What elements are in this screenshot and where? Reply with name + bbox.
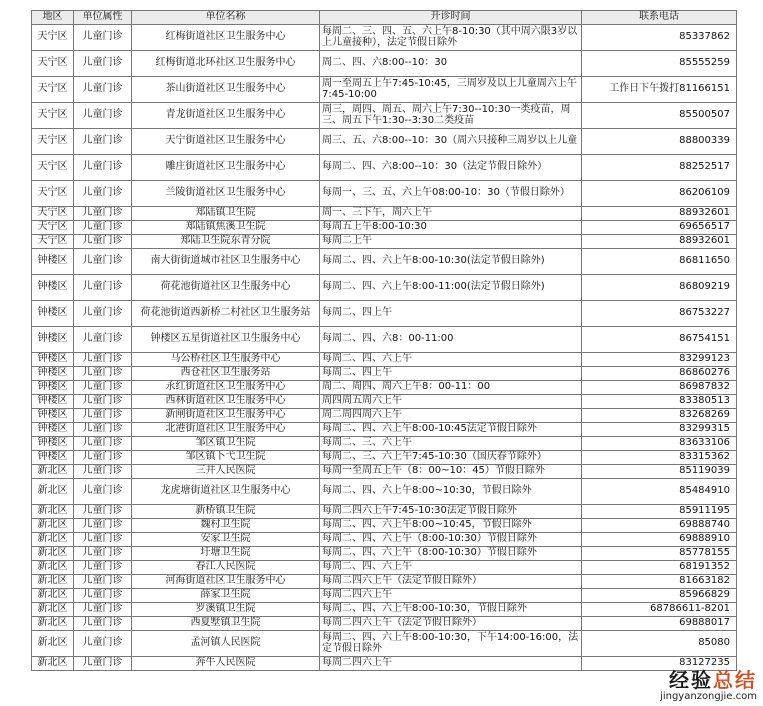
cell-district: 钟楼区	[32, 275, 74, 301]
cell-district: 天宁区	[32, 51, 74, 77]
cell-unit-type: 儿童门诊	[74, 437, 132, 451]
cell-unit-type: 儿童门诊	[74, 381, 132, 395]
watermark-title-part1: 经验	[669, 668, 713, 692]
cell-unit-name: 荷花池街道西新桥二村社区卫生服务站	[132, 301, 320, 327]
cell-unit-name: 郑陆卫生院东青分院	[132, 235, 320, 249]
cell-district: 天宁区	[32, 155, 74, 181]
table-row	[32, 207, 737, 221]
table-row	[32, 25, 737, 51]
table-row	[32, 631, 737, 657]
cell-opening-hours: 周三，周四、周五、周六上午7:30--10:30一类疫苗，周三、周五下午1:30--3:30二类疫苗	[320, 103, 582, 129]
header-unit-name: 单位名称	[132, 11, 320, 25]
cell-district: 天宁区	[32, 221, 74, 235]
cell-district: 新北区	[32, 657, 74, 671]
cell-opening-hours: 周三、五、六8:00--10：30（周六只接种三周岁以上儿童	[320, 129, 582, 155]
cell-opening-hours: 每周二、四、六上午8:00~10:30，节假日除外	[320, 479, 582, 505]
table-row	[32, 381, 737, 395]
cell-opening-hours: 每周二、四、六8：00-11:00	[320, 327, 582, 353]
cell-phone: 86753227	[582, 301, 737, 327]
cell-district: 新北区	[32, 505, 74, 519]
cell-unit-type: 儿童门诊	[74, 51, 132, 77]
table-row	[32, 51, 737, 77]
table-body	[32, 25, 737, 671]
cell-unit-type: 儿童门诊	[74, 367, 132, 381]
cell-unit-name: 南大街街道城市社区卫生服务中心	[132, 249, 320, 275]
table-row	[32, 479, 737, 505]
cell-district: 新北区	[32, 547, 74, 561]
cell-unit-type: 儿童门诊	[74, 327, 132, 353]
cell-phone: 68191352	[582, 561, 737, 575]
cell-opening-hours: 每周二、三、六上午	[320, 437, 582, 451]
table-row	[32, 603, 737, 617]
schedule-table-wrapper	[31, 10, 737, 671]
cell-phone: 86987832	[582, 381, 737, 395]
cell-phone: 86811650	[582, 249, 737, 275]
cell-unit-type: 儿童门诊	[74, 155, 132, 181]
table-row	[32, 301, 737, 327]
cell-unit-type: 儿童门诊	[74, 631, 132, 657]
cell-unit-type: 儿童门诊	[74, 181, 132, 207]
cell-unit-type: 儿童门诊	[74, 207, 132, 221]
cell-unit-name: 龙虎塘街道社区卫生服务中心	[132, 479, 320, 505]
table-row	[32, 465, 737, 479]
cell-opening-hours: 每周二、四上午	[320, 367, 582, 381]
table-row	[32, 437, 737, 451]
cell-unit-type: 儿童门诊	[74, 465, 132, 479]
cell-opening-hours: 每周二、四、六上午	[320, 561, 582, 575]
cell-unit-name: 兰陵街道社区卫生服务中心	[132, 181, 320, 207]
table-row	[32, 77, 737, 103]
cell-district: 钟楼区	[32, 451, 74, 465]
cell-opening-hours: 每周二四六上午（法定节假日除外）	[320, 617, 582, 631]
table-row	[32, 327, 737, 353]
table-row	[32, 155, 737, 181]
cell-phone: 85555259	[582, 51, 737, 77]
cell-opening-hours: 每周二四六上午7:45-10:30法定节假日除外	[320, 505, 582, 519]
cell-phone: 83315362	[582, 451, 737, 465]
cell-unit-type: 儿童门诊	[74, 505, 132, 519]
cell-unit-name: 荷花池街道社区卫生服务中心	[132, 275, 320, 301]
cell-district: 天宁区	[32, 77, 74, 103]
watermark-title	[660, 670, 757, 690]
cell-opening-hours: 每周二、四、六上午8:00~10:45，节假日除外	[320, 519, 582, 533]
cell-phone: 88800339	[582, 129, 737, 155]
cell-opening-hours: 每周一、三、五、六上午08:00-10：30（节假日除外）	[320, 181, 582, 207]
cell-district: 钟楼区	[32, 301, 74, 327]
cell-opening-hours: 每周二、四、六上午（8:00-10:30）节假日除外	[320, 533, 582, 547]
cell-phone: 88932601	[582, 207, 737, 221]
cell-district: 钟楼区	[32, 437, 74, 451]
cell-unit-type: 儿童门诊	[74, 561, 132, 575]
table-row	[32, 409, 737, 423]
cell-unit-name: 新闸街道社区卫生服务中心	[132, 409, 320, 423]
cell-district: 新北区	[32, 465, 74, 479]
cell-opening-hours: 每周二、四、六8:00--10：30（法定节假日除外）	[320, 155, 582, 181]
cell-unit-name: 圩塘卫生院	[132, 547, 320, 561]
cell-unit-type: 儿童门诊	[74, 657, 132, 671]
header-district: 地区	[32, 11, 74, 25]
cell-opening-hours: 每周五上午8:00-10:30	[320, 221, 582, 235]
cell-opening-hours: 每周二、四、六上午（8:00-10:30）节假日除外	[320, 547, 582, 561]
cell-phone: 81663182	[582, 575, 737, 589]
cell-district: 新北区	[32, 533, 74, 547]
cell-district: 天宁区	[32, 129, 74, 155]
cell-unit-type: 儿童门诊	[74, 301, 132, 327]
cell-phone: 83299315	[582, 423, 737, 437]
cell-phone: 85778155	[582, 547, 737, 561]
cell-unit-type: 儿童门诊	[74, 249, 132, 275]
cell-opening-hours: 每周二、四、六上午8:00-10:30(法定节假日除外)	[320, 249, 582, 275]
cell-unit-name: 河海街道社区卫生服务中心	[132, 575, 320, 589]
cell-phone: 88932601	[582, 235, 737, 249]
cell-opening-hours: 每周二上午	[320, 235, 582, 249]
cell-phone: 85911195	[582, 505, 737, 519]
table-row	[32, 423, 737, 437]
cell-district: 钟楼区	[32, 423, 74, 437]
cell-unit-name: 西夏墅镇卫生院	[132, 617, 320, 631]
cell-unit-name: 魏村卫生院	[132, 519, 320, 533]
cell-opening-hours: 每周二、四、六上午8:00-10:45法定节假日除外	[320, 423, 582, 437]
cell-opening-hours: 周二、周四、周六上午8：00-11：00	[320, 381, 582, 395]
cell-opening-hours: 周一至周五上午7:45-10:45，三周岁及以上儿童周六上午7:45-10:00	[320, 77, 582, 103]
cell-phone: 85500507	[582, 103, 737, 129]
cell-unit-type: 儿童门诊	[74, 353, 132, 367]
cell-district: 新北区	[32, 589, 74, 603]
cell-phone: 工作日下午拨打81166151	[582, 77, 737, 103]
cell-unit-type: 儿童门诊	[74, 479, 132, 505]
cell-opening-hours: 每周二、四、六上午8:00-10:30，节假日除外	[320, 603, 582, 617]
cell-unit-type: 儿童门诊	[74, 617, 132, 631]
cell-phone: 69888910	[582, 533, 737, 547]
cell-phone: 86754151	[582, 327, 737, 353]
cell-opening-hours: 每周二、四上午	[320, 301, 582, 327]
table-row	[32, 657, 737, 671]
cell-district: 天宁区	[32, 235, 74, 249]
cell-phone: 85484910	[582, 479, 737, 505]
cell-phone: 85966829	[582, 589, 737, 603]
cell-phone: 85119039	[582, 465, 737, 479]
table-row	[32, 249, 737, 275]
table-row	[32, 235, 737, 249]
header-unit-type: 单位属性	[74, 11, 132, 25]
cell-unit-name: 孟河镇人民医院	[132, 631, 320, 657]
cell-district: 天宁区	[32, 181, 74, 207]
header-opening-hours: 开诊时间	[320, 11, 582, 25]
cell-unit-type: 儿童门诊	[74, 575, 132, 589]
cell-phone: 88252517	[582, 155, 737, 181]
header-phone: 联系电话	[582, 11, 737, 25]
cell-phone: 83127235	[582, 657, 737, 671]
table-row	[32, 533, 737, 547]
table-row	[32, 353, 737, 367]
table-row	[32, 367, 737, 381]
cell-unit-name: 郑陆镇焦溪卫生院	[132, 221, 320, 235]
cell-phone: 69888017	[582, 617, 737, 631]
cell-unit-name: 三井人民医院	[132, 465, 320, 479]
cell-unit-type: 儿童门诊	[74, 77, 132, 103]
cell-unit-type: 儿童门诊	[74, 451, 132, 465]
cell-unit-type: 儿童门诊	[74, 409, 132, 423]
table-row	[32, 129, 737, 155]
cell-unit-type: 儿童门诊	[74, 603, 132, 617]
cell-opening-hours: 每周二四六上午	[320, 589, 582, 603]
cell-phone: 86860276	[582, 367, 737, 381]
table-row	[32, 617, 737, 631]
cell-unit-type: 儿童门诊	[74, 533, 132, 547]
cell-unit-type: 儿童门诊	[74, 547, 132, 561]
table-row	[32, 221, 737, 235]
cell-unit-type: 儿童门诊	[74, 25, 132, 51]
cell-unit-name: 安家卫生院	[132, 533, 320, 547]
table-row	[32, 519, 737, 533]
cell-opening-hours: 每周一至周五上午（8：00~10：45）节假日除外	[320, 465, 582, 479]
cell-unit-type: 儿童门诊	[74, 589, 132, 603]
cell-unit-name: 西林街道社区卫生服务中心	[132, 395, 320, 409]
cell-district: 天宁区	[32, 25, 74, 51]
cell-district: 天宁区	[32, 207, 74, 221]
table-row	[32, 589, 737, 603]
cell-district: 新北区	[32, 631, 74, 657]
cell-unit-name: 永红街道社区卫生服务中心	[132, 381, 320, 395]
cell-opening-hours: 每周二四六上午	[320, 657, 582, 671]
cell-unit-name: 春江人民医院	[132, 561, 320, 575]
cell-district: 钟楼区	[32, 367, 74, 381]
cell-unit-type: 儿童门诊	[74, 395, 132, 409]
cell-opening-hours: 每周二、三、六上午7:45-10:30（国庆春节除外）	[320, 451, 582, 465]
table-row	[32, 547, 737, 561]
cell-unit-type: 儿童门诊	[74, 103, 132, 129]
cell-phone: 69888740	[582, 519, 737, 533]
cell-unit-name: 红梅街道社区卫生服务中心	[132, 25, 320, 51]
cell-unit-name: 钟楼区五星街道社区卫生服务中心	[132, 327, 320, 353]
watermark-title-part2: 总结	[713, 668, 757, 692]
cell-unit-type: 儿童门诊	[74, 519, 132, 533]
cell-phone: 83268269	[582, 409, 737, 423]
cell-phone: 86206109	[582, 181, 737, 207]
watermark-url: jingyanzongjie.com	[660, 691, 757, 702]
cell-phone: 83633106	[582, 437, 737, 451]
cell-unit-name: 西仓社区卫生服务站	[132, 367, 320, 381]
cell-unit-type: 儿童门诊	[74, 275, 132, 301]
cell-unit-name: 青龙街道社区卫生服务中心	[132, 103, 320, 129]
cell-unit-name: 邹区镇卜弋卫生院	[132, 451, 320, 465]
table-row	[32, 575, 737, 589]
cell-district: 新北区	[32, 519, 74, 533]
clinic-schedule-table	[31, 10, 737, 671]
cell-unit-type: 儿童门诊	[74, 235, 132, 249]
table-row	[32, 181, 737, 207]
cell-opening-hours: 周二、四、六8:00--10：30	[320, 51, 582, 77]
cell-unit-name: 新桥镇卫生院	[132, 505, 320, 519]
cell-district: 新北区	[32, 603, 74, 617]
table-row	[32, 451, 737, 465]
cell-unit-name: 邹区镇卫生院	[132, 437, 320, 451]
cell-phone: 86809219	[582, 275, 737, 301]
table-row	[32, 561, 737, 575]
cell-district: 钟楼区	[32, 395, 74, 409]
cell-opening-hours: 每周二、四、六上午8:00-11:00(法定节假日除外)	[320, 275, 582, 301]
cell-unit-name: 罗溪镇卫生院	[132, 603, 320, 617]
cell-opening-hours: 每周二、四、六上午8:00-10:30，下午14:00-16:00，法定节假日除外	[320, 631, 582, 657]
cell-unit-name: 马公桥社区卫生服务中心	[132, 353, 320, 367]
cell-district: 钟楼区	[32, 381, 74, 395]
cell-phone: 68786611-8201	[582, 603, 737, 617]
cell-phone: 85080	[582, 631, 737, 657]
table-row	[32, 103, 737, 129]
cell-unit-type: 儿童门诊	[74, 423, 132, 437]
cell-unit-name: 茶山街道社区卫生服务中心	[132, 77, 320, 103]
cell-unit-name: 北港街道社区卫生服务中心	[132, 423, 320, 437]
cell-unit-name: 红梅街道北环社区卫生服务中心	[132, 51, 320, 77]
cell-district: 新北区	[32, 479, 74, 505]
watermark	[660, 670, 757, 702]
cell-unit-type: 儿童门诊	[74, 221, 132, 235]
cell-opening-hours: 周一、三下午，周六上午	[320, 207, 582, 221]
cell-district: 新北区	[32, 617, 74, 631]
cell-district: 天宁区	[32, 103, 74, 129]
cell-unit-name: 薛家卫生院	[132, 589, 320, 603]
cell-opening-hours: 周二周四周六上午	[320, 409, 582, 423]
cell-phone: 83299123	[582, 353, 737, 367]
table-header-row	[32, 11, 737, 25]
cell-unit-name: 雕庄街道社区卫生服务中心	[132, 155, 320, 181]
cell-unit-name: 郑陆镇卫生院	[132, 207, 320, 221]
cell-phone: 85337862	[582, 25, 737, 51]
cell-district: 钟楼区	[32, 353, 74, 367]
cell-unit-name: 天宁街道社区卫生服务中心	[132, 129, 320, 155]
cell-phone: 69656517	[582, 221, 737, 235]
cell-unit-name: 奔牛人民医院	[132, 657, 320, 671]
cell-opening-hours: 每周二、三、四、五、六上午8-10:30（其中周六限3岁以上儿童接种），法定节假日除外	[320, 25, 582, 51]
cell-phone: 83380513	[582, 395, 737, 409]
cell-opening-hours: 每周二四六上午（法定节假日除外）	[320, 575, 582, 589]
cell-district: 钟楼区	[32, 327, 74, 353]
table-row	[32, 395, 737, 409]
cell-district: 钟楼区	[32, 409, 74, 423]
cell-opening-hours: 周四周五周六上午	[320, 395, 582, 409]
cell-district: 新北区	[32, 575, 74, 589]
table-row	[32, 275, 737, 301]
cell-district: 钟楼区	[32, 249, 74, 275]
cell-opening-hours: 每周二、四、六上午	[320, 353, 582, 367]
cell-unit-type: 儿童门诊	[74, 129, 132, 155]
table-row	[32, 505, 737, 519]
cell-district: 新北区	[32, 561, 74, 575]
